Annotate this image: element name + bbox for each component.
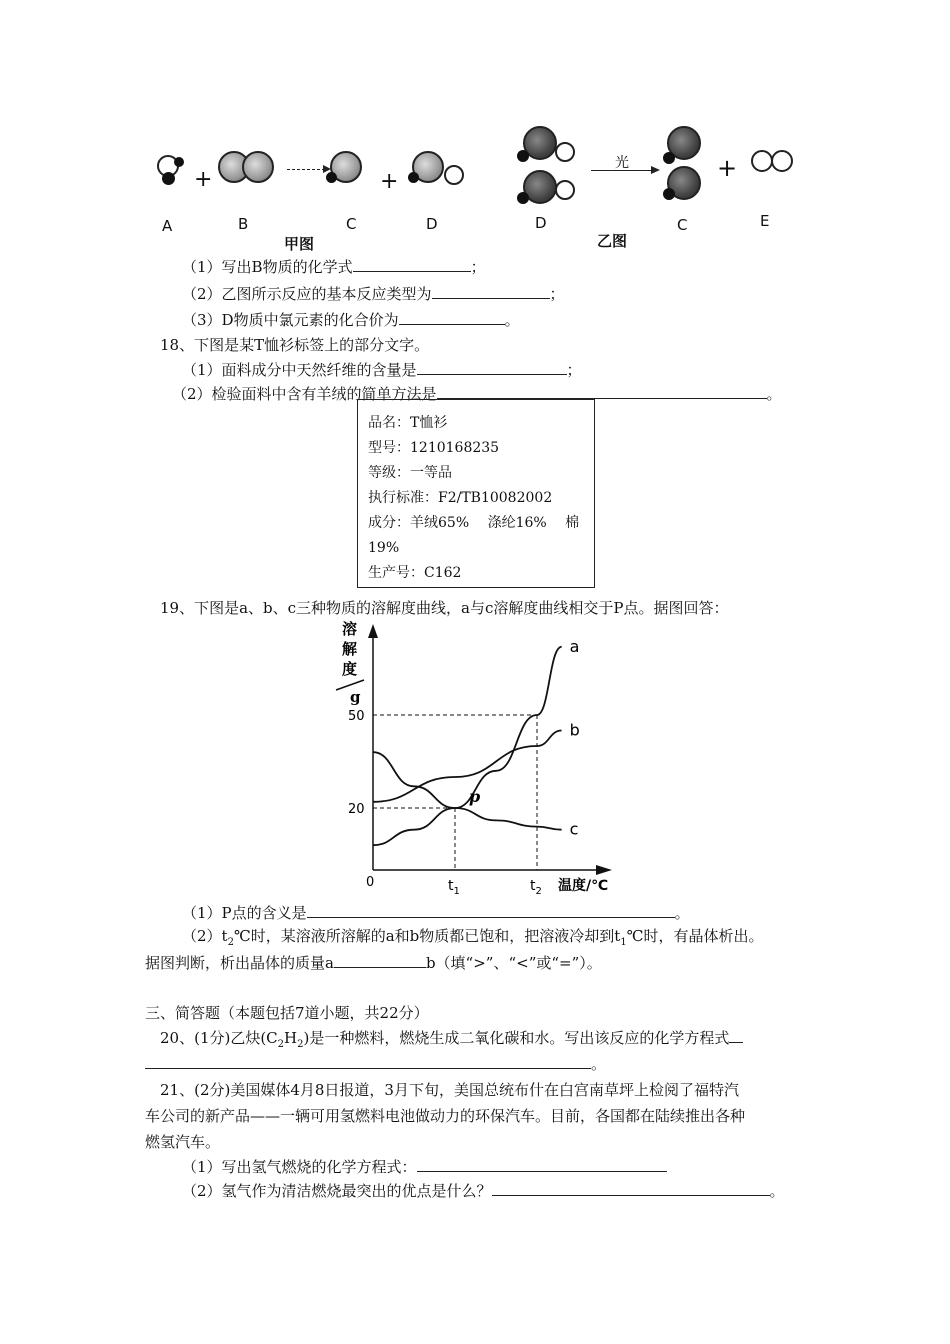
- label-line-grade: 等级：一等品: [368, 465, 452, 481]
- label-a: A: [162, 217, 173, 235]
- q20-sub2: 2: [297, 1039, 304, 1050]
- q21-line3: 燃氢汽车。: [145, 1133, 221, 1151]
- answer-blank[interactable]: [145, 1054, 591, 1069]
- q19-stem: 19、下图是a、b、c三种物质的溶解度曲线，a与c溶解度曲线相交于P点。据图回答：: [160, 599, 729, 617]
- q21-sub2-end: 。: [769, 1182, 785, 1200]
- q19-sub2: [182, 926, 763, 953]
- caption-yi: 乙图: [597, 232, 628, 250]
- q20-line2: [145, 1054, 606, 1074]
- q18-sub1-text: （1）面料成分中天然纤维的含量是: [182, 361, 417, 379]
- molecule-d-white-atom-2: [555, 180, 575, 200]
- answer-blank[interactable]: [417, 360, 567, 375]
- q18-stem: 18、下图是某T恤衫标签上的部分文字。: [160, 336, 430, 354]
- q19-sub1-end: 。: [674, 904, 690, 922]
- q19-sub2-line2: [145, 953, 602, 973]
- reaction-diagram-yi: [505, 120, 815, 250]
- molecule-d-black-atom-2: [517, 192, 529, 204]
- x-axis-label: 温度/℃: [558, 878, 609, 894]
- label-line-standard: 执行标准：F2/TB10082002: [368, 490, 553, 506]
- label-d: D: [535, 214, 547, 232]
- section3-title: 三、简答题（本题包括7道小题，共22分）: [145, 1004, 429, 1022]
- q17-sub1-end: ；: [470, 258, 486, 276]
- q20-sub1: 2: [277, 1039, 285, 1050]
- point-p-label: p: [469, 787, 481, 806]
- q18-sub2-text: （2）检验面料中含有羊绒的简单方法是: [172, 385, 437, 403]
- light-condition: 光: [615, 155, 629, 171]
- x-tick-label-t1: $t_1$: [448, 878, 460, 897]
- x-axis-arrow-icon: [596, 865, 612, 875]
- molecule-b-atom-2: [242, 151, 274, 183]
- label-d: D: [426, 215, 438, 233]
- q20-end: 。: [591, 1055, 607, 1073]
- molecule-a-black-atom-2: [174, 157, 184, 167]
- series-label-a: a: [569, 636, 580, 656]
- answer-blank[interactable]: [729, 1028, 743, 1043]
- molecule-e-atom-2: [771, 150, 793, 172]
- q17-sub3: [182, 310, 520, 330]
- answer-blank[interactable]: [307, 903, 675, 918]
- label-line-composition: 成分：羊绒65% 涤纶16% 棉: [368, 515, 580, 531]
- q18-sub1: [182, 360, 582, 380]
- series-line-c: [373, 752, 562, 830]
- label-line-name: 品名：T恤衫: [368, 415, 448, 431]
- caption-jia: 甲图: [284, 235, 315, 253]
- q21-sub2-text: （2）氢气作为清洁燃烧最突出的优点是什么？: [182, 1182, 492, 1200]
- molecule-d-white-atom: [555, 142, 575, 162]
- answer-blank[interactable]: [334, 953, 426, 968]
- q21-sub2: [182, 1181, 785, 1201]
- origin-label: 0: [366, 875, 375, 890]
- q21-line2: 车公司的新产品——一辆可用氢燃料电池做动力的环保汽车。目前，各国都在陆续推出各种: [145, 1107, 746, 1125]
- q17-sub2: [182, 284, 565, 304]
- q19-sub2-a: （2）t: [182, 927, 228, 945]
- label-line-production: 生产号：C162: [368, 565, 462, 581]
- q17-sub3-end: 。: [504, 311, 520, 329]
- y-label-3: 度: [342, 660, 358, 678]
- label-c: C: [346, 215, 357, 233]
- molecule-d-white-atom: [444, 165, 464, 185]
- arrow-icon: [591, 170, 653, 171]
- q19-sub2-c: ℃时，有晶体析出。: [626, 927, 764, 945]
- q20-c: )是一种燃料，燃烧生成二氧化碳和水。写出该反应的化学方程式: [303, 1029, 730, 1047]
- y-label-1: 溶: [342, 620, 358, 638]
- q21-sub1: [182, 1157, 667, 1177]
- y-axis-arrow-icon: [368, 624, 378, 638]
- q19-sub1-text: （1）P点的含义是: [182, 904, 307, 922]
- molecule-d-black-atom: [408, 172, 419, 183]
- q17-sub1-text: （1）写出B物质的化学式: [182, 258, 353, 276]
- x-tick-label-t2: $t_2$: [530, 878, 542, 897]
- solubility-chart: [330, 618, 630, 898]
- answer-blank[interactable]: [437, 384, 767, 399]
- q20-a: 20、(1分)乙炔(C: [160, 1029, 278, 1047]
- molecule-d-black-atom: [517, 150, 529, 162]
- y-label-2: 解: [342, 640, 358, 658]
- arrow-icon: [287, 169, 325, 170]
- reaction-diagram-jia: [150, 145, 480, 255]
- q19-sub2-sub1: 2: [227, 937, 234, 948]
- q21-line1: 21、(2分)美国媒体4月8日报道，3月下旬，美国总统布什在白宫南草坪上检阅了福特汽: [160, 1081, 739, 1099]
- molecule-c-black-atom: [326, 172, 337, 183]
- answer-blank[interactable]: [417, 1157, 667, 1172]
- series-line-b: [373, 731, 562, 802]
- molecule-e-atom-1: [751, 150, 773, 172]
- series-label-b: b: [569, 720, 580, 740]
- arrow-head-icon: [651, 166, 660, 174]
- q18-sub1-end: ；: [566, 361, 582, 379]
- q21-sub1-text: （1）写出氢气燃烧的化学方程式：: [182, 1158, 417, 1176]
- molecule-a-black-atom: [162, 172, 175, 185]
- y-label-unit: g: [350, 688, 361, 706]
- q18-sub2-end: 。: [766, 385, 782, 403]
- label-e: E: [760, 212, 770, 230]
- series-label-c: c: [569, 819, 579, 839]
- diagram-plus: +: [380, 169, 399, 194]
- q17-sub2-end: ；: [549, 285, 565, 303]
- q19-sub1: [182, 903, 690, 923]
- molecule-c-black-atom: [663, 152, 675, 164]
- y-tick-label-50: 50: [348, 709, 365, 724]
- q19-sub2-sub2: 1: [620, 937, 627, 948]
- q19-sub2-b: ℃时，某溶液所溶解的a和b物质都已饱和，把溶液冷却到t: [233, 927, 621, 945]
- diagram-plus: +: [717, 154, 738, 182]
- label-c: C: [677, 216, 688, 234]
- label-b: B: [238, 215, 249, 233]
- q20-line1: [160, 1028, 743, 1055]
- molecule-c-black-atom-2: [663, 188, 675, 200]
- answer-blank[interactable]: [492, 1181, 770, 1196]
- q20-b: H: [284, 1029, 298, 1047]
- tshirt-label-box: [357, 399, 595, 588]
- label-line-model: 型号：1210168235: [368, 440, 500, 456]
- label-line-composition-cont: 19%: [368, 540, 400, 556]
- answer-blank[interactable]: [353, 257, 471, 272]
- q17-sub1: [182, 257, 486, 277]
- answer-blank[interactable]: [399, 310, 505, 325]
- diagram-plus: +: [194, 167, 213, 192]
- q17-sub2-text: （2）乙图所示反应的基本反应类型为: [182, 285, 432, 303]
- q19-sub2-line2-b: b（填“>”、“<”或“=”）。: [425, 954, 602, 972]
- q17-sub3-text: （3）D物质中氯元素的化合价为: [182, 311, 399, 329]
- q19-sub2-line2-a: 据图判断，析出晶体的质量a: [145, 954, 334, 972]
- answer-blank[interactable]: [432, 284, 550, 299]
- y-tick-label-20: 20: [348, 802, 365, 817]
